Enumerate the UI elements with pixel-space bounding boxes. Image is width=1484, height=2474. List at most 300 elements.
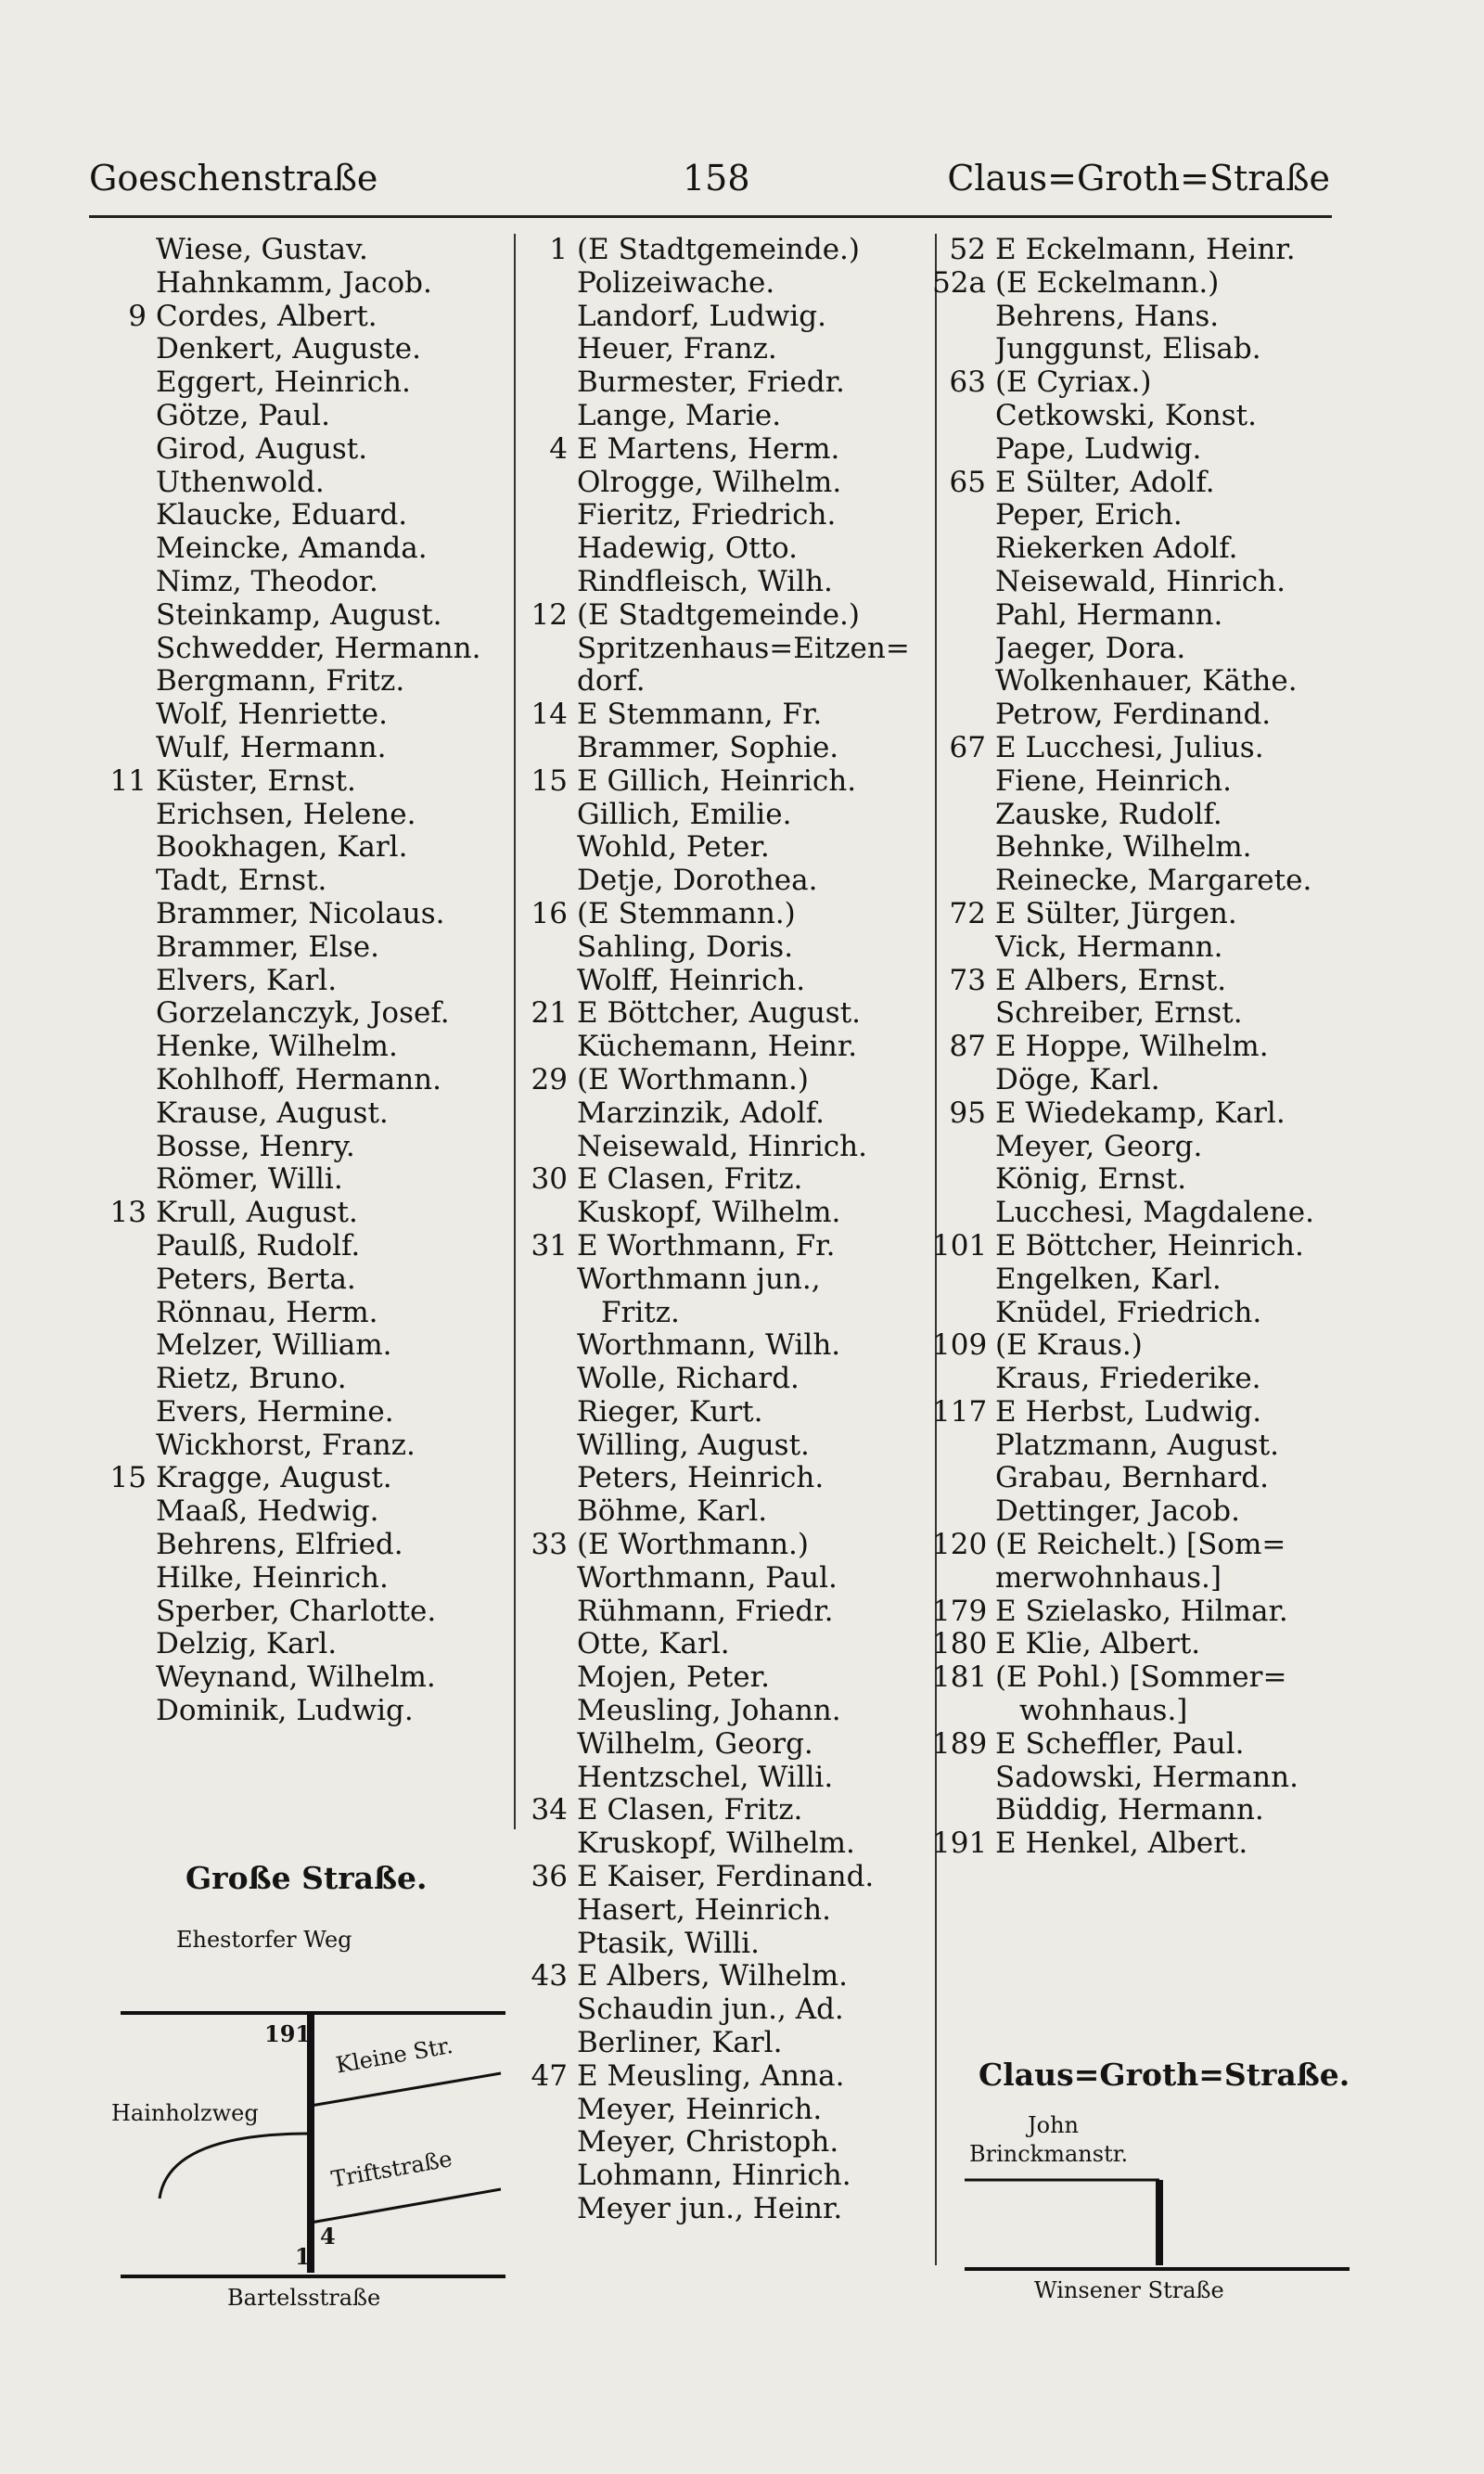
resident-entry: Willing, August. [577, 1429, 810, 1462]
house-number [89, 1064, 156, 1097]
house-number: 181 [932, 1660, 988, 1695]
house-number [519, 467, 577, 500]
resident-entry: Behnke, Wilhelm. [995, 831, 1252, 865]
resident-entry: Dettinger, Jacob. [995, 1495, 1240, 1529]
list-item [89, 1695, 506, 1728]
house-number: 65 [949, 465, 986, 499]
resident-entry: (E Reichelt.) [Som= [995, 1529, 1286, 1562]
house-number [89, 1562, 156, 1596]
house-number [519, 2027, 577, 2060]
list-item [519, 732, 941, 765]
list-item [89, 599, 506, 633]
list-item [932, 1297, 1368, 1330]
resident-entry: Wulf, Hermann. [156, 731, 387, 764]
list-item [932, 1396, 1368, 1429]
list-item [932, 699, 1368, 732]
house-number: 30 [531, 1162, 568, 1197]
list-item [89, 1363, 506, 1396]
house-number: 120 [932, 1528, 988, 1562]
house-number [519, 1396, 577, 1429]
resident-entry: Knüdel, Friedrich. [995, 1296, 1262, 1329]
resident-entry: E Scheffler, Paul. [995, 1727, 1245, 1761]
house-number [519, 267, 577, 301]
resident-entry: Platzmann, August. [995, 1429, 1279, 1462]
list-item [519, 234, 941, 267]
house-number [519, 1661, 577, 1695]
list-item [89, 732, 506, 765]
resident-entry: Wickhorst, Franz. [156, 1429, 416, 1462]
list-item [519, 1495, 941, 1529]
list-item [519, 366, 941, 400]
resident-entry: Rietz, Bruno. [156, 1363, 347, 1396]
resident-entry: Eggert, Heinrich. [156, 366, 411, 400]
house-number [89, 931, 156, 965]
list-item [932, 1197, 1368, 1230]
house-number [932, 765, 995, 799]
list-item [519, 1197, 941, 1230]
list-item [932, 1695, 1368, 1728]
resident-entry: Detje, Dorothea. [577, 865, 818, 898]
list-item [519, 1097, 941, 1131]
house-number [89, 267, 156, 301]
house-number [89, 699, 156, 732]
list-item [89, 1429, 506, 1463]
house-number [932, 799, 995, 832]
resident-entry: Vick, Hermann. [995, 930, 1223, 964]
house-number [89, 1329, 156, 1363]
list-item [519, 1263, 941, 1297]
list-item [89, 467, 506, 500]
resident-entry: E Meusling, Anna. [577, 2059, 845, 2093]
list-item [519, 1363, 941, 1396]
list-item [932, 765, 1368, 799]
house-number [932, 1762, 995, 1795]
house-number [89, 799, 156, 832]
house-number: 15 [531, 763, 568, 798]
house-number [519, 1827, 577, 1861]
list-item [932, 665, 1368, 699]
house-number: 95 [949, 1096, 986, 1130]
house-number [932, 1562, 995, 1596]
resident-entry: Bergmann, Fritz. [156, 665, 405, 699]
list-item [932, 1562, 1368, 1596]
list-item [932, 997, 1368, 1031]
house-number [932, 1462, 995, 1495]
house-number [519, 532, 577, 566]
list-item [519, 799, 941, 832]
list-item [519, 499, 941, 532]
resident-entry: Landorf, Ludwig. [577, 300, 826, 333]
resident-entry: Weynand, Wilhelm. [156, 1661, 436, 1695]
house-number: 47 [531, 2058, 568, 2093]
resident-entry: Steinkamp, August. [156, 598, 442, 632]
resident-entry: E Böttcher, Heinrich. [995, 1229, 1304, 1263]
list-item [519, 467, 941, 500]
resident-entry: Meyer, Georg. [995, 1130, 1203, 1163]
resident-entry: (E Kraus.) [995, 1329, 1143, 1363]
list-item [89, 1562, 506, 1596]
resident-entry: Wilhelm, Georg. [577, 1727, 813, 1761]
list-item [519, 898, 941, 931]
house-number: 13 [109, 1196, 147, 1230]
house-number [932, 499, 995, 532]
house-number [89, 1230, 156, 1263]
list-item [932, 732, 1368, 765]
resident-entry: Uthenwold. [156, 466, 325, 499]
resident-entry: Heuer, Franz. [577, 333, 777, 366]
list-item [932, 799, 1368, 832]
house-number [89, 1163, 156, 1197]
resident-entry: (E Stadtgemeinde.) [577, 234, 861, 266]
resident-entry: Götze, Paul. [156, 399, 330, 432]
house-number [89, 366, 156, 400]
list-item [89, 433, 506, 467]
house-number: 29 [531, 1062, 568, 1096]
house-number [519, 566, 577, 599]
resident-entry: Hahnkamm, Jacob. [156, 266, 432, 300]
resident-entry: Jaeger, Dora. [995, 632, 1186, 665]
resident-entry: Meyer, Heinrich. [577, 2093, 823, 2126]
resident-entry: Lohmann, Hinrich. [577, 2160, 851, 2193]
resident-entry: Neisewald, Hinrich. [577, 1130, 867, 1163]
house-number [932, 633, 995, 666]
resident-entry: Rönnau, Herm. [156, 1296, 378, 1329]
list-item [932, 1097, 1368, 1131]
house-number [932, 1363, 995, 1396]
house-number [932, 566, 995, 599]
list-item [932, 1827, 1368, 1861]
list-item [519, 1628, 941, 1661]
house-number: 14 [531, 698, 568, 732]
resident-entry: Fiene, Heinrich. [995, 764, 1232, 798]
resident-entry: Mojen, Peter. [577, 1661, 770, 1695]
house-number: 63 [949, 365, 986, 400]
resident-entry: Bookhagen, Karl. [156, 831, 408, 865]
resident-entry: Büddig, Hermann. [995, 1794, 1264, 1827]
house-number: 191 [932, 1827, 988, 1861]
resident-entry: Lucchesi, Magdalene. [995, 1197, 1314, 1230]
list-item [932, 433, 1368, 467]
column-claus-groth-strasse [932, 234, 1368, 1861]
house-number [932, 931, 995, 965]
resident-entry: E Albers, Ernst. [995, 964, 1227, 997]
list-item [519, 1429, 941, 1463]
list-item [519, 2060, 941, 2094]
resident-entry: Meusling, Johann. [577, 1695, 841, 1728]
resident-entry: Hasert, Heinrich. [577, 1893, 831, 1927]
list-item [89, 234, 506, 267]
list-item [89, 532, 506, 566]
map-label-number-4: 4 [320, 2223, 336, 2250]
resident-entry: E Eckelmann, Heinr. [995, 234, 1296, 266]
house-number [519, 366, 577, 400]
list-item [932, 1064, 1368, 1097]
list-item [932, 400, 1368, 433]
house-number [519, 831, 577, 865]
house-number [519, 1131, 577, 1164]
resident-entry: E Klie, Albert. [995, 1628, 1201, 1661]
list-item [932, 1429, 1368, 1463]
list-item [89, 931, 506, 965]
house-number: 15 [109, 1461, 147, 1495]
resident-entry: E Clasen, Fritz. [577, 1163, 803, 1197]
house-number [932, 665, 995, 699]
house-number [519, 1429, 577, 1463]
house-number [932, 865, 995, 898]
list-item [89, 1263, 506, 1297]
house-number [89, 898, 156, 931]
list-item [519, 2094, 941, 2127]
list-item [932, 931, 1368, 965]
house-number [89, 1297, 156, 1330]
house-number [932, 599, 995, 633]
resident-entry: Henke, Wilhelm. [156, 1031, 398, 1064]
list-item [519, 1794, 941, 1827]
resident-entry: Rindfleisch, Wilh. [577, 565, 833, 598]
resident-entry: Hentzschel, Willi. [577, 1761, 834, 1794]
resident-entry: E Henkel, Albert. [995, 1827, 1248, 1861]
list-item [932, 1131, 1368, 1164]
resident-entry: E Clasen, Fritz. [577, 1794, 803, 1827]
resident-entry: Wohld, Peter. [577, 831, 770, 865]
map-label-bartels: Bartelsstraße [227, 2285, 381, 2311]
list-item [932, 1661, 1368, 1695]
resident-entry: Kruskopf, Wilhelm. [577, 1827, 855, 1861]
list-item [89, 301, 506, 334]
house-number: 1 [549, 233, 568, 266]
claus-groth-strasse-map [955, 2161, 1354, 2291]
resident-entry: Schaudin jun., Ad. [577, 1993, 844, 2027]
house-number [519, 1562, 577, 1596]
house-number [519, 2193, 577, 2226]
map-label-number-1: 1 [295, 2243, 311, 2270]
list-item [519, 1064, 941, 1097]
list-item [932, 499, 1368, 532]
list-item [89, 1297, 506, 1330]
house-number [89, 433, 156, 467]
house-number [89, 1628, 156, 1661]
list-item [89, 997, 506, 1031]
house-number [89, 1429, 156, 1463]
list-item [519, 2027, 941, 2060]
resident-entry: Burmester, Friedr. [577, 366, 845, 400]
list-item [519, 1031, 941, 1064]
resident-entry: Olrogge, Wilhelm. [577, 466, 842, 499]
house-number [519, 1495, 577, 1529]
list-item [932, 1163, 1368, 1197]
house-number: 179 [932, 1594, 988, 1628]
resident-entry: E Gillich, Heinrich. [577, 764, 857, 798]
resident-entry: (E Eckelmann.) [995, 266, 1220, 300]
page-number: 158 [683, 158, 750, 199]
house-number [519, 1894, 577, 1928]
claus-groth-strasse-title: Claus=Groth=Straße. [979, 2057, 1350, 2093]
house-number [89, 1529, 156, 1562]
resident-entry: Elvers, Karl. [156, 964, 338, 997]
house-number: 117 [932, 1394, 988, 1429]
resident-entry: Girod, August. [156, 432, 368, 466]
list-item [519, 267, 941, 301]
list-item [89, 1197, 506, 1230]
resident-entry: E Sülter, Jürgen. [995, 897, 1237, 930]
resident-entry: Spritzenhaus=Eitzen= [577, 632, 910, 665]
resident-entry: Worthmann, Wilh. [577, 1329, 841, 1363]
list-item [519, 965, 941, 998]
resident-entry: Berliner, Karl. [577, 2027, 783, 2060]
house-number [519, 1263, 577, 1297]
resident-entry: Krause, August. [156, 1096, 389, 1130]
list-item [932, 1628, 1368, 1661]
list-item [519, 1230, 941, 1263]
house-number [89, 532, 156, 566]
resident-entry: Wolff, Heinrich. [577, 964, 806, 997]
house-number [89, 1661, 156, 1695]
house-number [519, 931, 577, 965]
house-number [519, 1628, 577, 1661]
list-item [519, 1396, 941, 1429]
map-label-john: John [1028, 2112, 1079, 2138]
resident-entry: Krull, August. [156, 1197, 358, 1230]
resident-entry: Meyer jun., Heinr. [577, 2193, 843, 2226]
house-number [519, 1462, 577, 1495]
resident-entry: König, Ernst. [995, 1163, 1187, 1197]
list-item [932, 1728, 1368, 1762]
list-item [89, 1163, 506, 1197]
resident-entry: Melzer, William. [156, 1329, 392, 1363]
resident-entry: Peper, Erich. [995, 499, 1183, 532]
list-item [89, 499, 506, 532]
house-number [932, 1163, 995, 1197]
resident-entry: Brammer, Sophie. [577, 731, 839, 764]
map-label-hainholzweg: Hainholzweg [111, 2100, 259, 2126]
resident-entry: Schwedder, Hermann. [156, 632, 481, 665]
house-number: 16 [531, 896, 568, 930]
house-number: 109 [932, 1328, 988, 1363]
list-item [932, 1363, 1368, 1396]
resident-entry: (E Stadtgemeinde.) [577, 598, 861, 632]
list-item [89, 566, 506, 599]
resident-entry: Schreiber, Ernst. [995, 997, 1243, 1031]
resident-entry: Worthmann, Paul. [577, 1561, 838, 1595]
map-label-trift: Triftstraße [329, 2146, 454, 2193]
house-number [932, 1429, 995, 1463]
house-number [932, 301, 995, 334]
house-number: 21 [531, 996, 568, 1031]
resident-entry: Kohlhoff, Hermann. [156, 1063, 441, 1096]
house-number [89, 831, 156, 865]
list-item [519, 2126, 941, 2160]
list-item [519, 997, 941, 1031]
map-label-number-191: 191 [264, 2020, 312, 2047]
resident-entry: (E Cyriax.) [995, 366, 1152, 400]
house-number [89, 1031, 156, 1064]
list-item [89, 1462, 506, 1495]
resident-entry: Böhme, Karl. [577, 1495, 768, 1529]
list-item [519, 1728, 941, 1762]
resident-entry: Brammer, Nicolaus. [156, 897, 445, 930]
list-item [519, 333, 941, 366]
resident-entry: Denkert, Auguste. [156, 333, 422, 366]
house-number [89, 665, 156, 699]
resident-entry: E Worthmann, Fr. [577, 1229, 836, 1263]
list-item [89, 965, 506, 998]
house-number [932, 1794, 995, 1827]
house-number: 31 [531, 1228, 568, 1263]
resident-entry: E Sülter, Adolf. [995, 466, 1215, 499]
house-number [89, 865, 156, 898]
map-label-ehestorfer: Ehestorfer Weg [176, 1927, 352, 1953]
house-number [519, 1197, 577, 1230]
house-number [932, 1064, 995, 1097]
resident-entry: Petrow, Ferdinand. [995, 699, 1272, 732]
resident-entry: (E Worthmann.) [577, 1529, 809, 1562]
list-item [519, 400, 941, 433]
resident-entry: E Stemmann, Fr. [577, 699, 823, 732]
house-number [932, 997, 995, 1031]
house-number [932, 1695, 995, 1728]
resident-entry: Hadewig, Otto. [577, 532, 799, 566]
list-item [519, 665, 941, 699]
list-item [932, 898, 1368, 931]
list-item [932, 267, 1368, 301]
house-number [519, 1728, 577, 1762]
house-number [89, 599, 156, 633]
resident-entry: Meincke, Amanda. [156, 532, 428, 566]
list-item [519, 1329, 941, 1363]
list-item [89, 799, 506, 832]
list-item [89, 1097, 506, 1131]
resident-entry: E Hoppe, Wilhelm. [995, 1031, 1269, 1064]
house-number [89, 400, 156, 433]
resident-entry: Marzinzik, Adolf. [577, 1096, 825, 1130]
list-item [932, 599, 1368, 633]
house-number [519, 1297, 577, 1330]
resident-entry: E Martens, Herm. [577, 432, 840, 466]
house-number [89, 234, 156, 267]
resident-entry: Kraus, Friederike. [995, 1363, 1261, 1396]
list-item [89, 1031, 506, 1064]
list-item [89, 400, 506, 433]
resident-entry: dorf. [577, 665, 646, 699]
list-item [89, 898, 506, 931]
list-item [519, 1131, 941, 1164]
resident-entry: Pahl, Hermann. [995, 598, 1223, 632]
resident-entry: Pape, Ludwig. [995, 432, 1202, 466]
house-number: 72 [949, 896, 986, 930]
resident-entry: Paulß, Rudolf. [156, 1229, 361, 1263]
resident-entry: Junggunst, Elisab. [995, 333, 1261, 366]
list-item [519, 1163, 941, 1197]
resident-entry: Erichsen, Helene. [156, 798, 416, 831]
house-number [519, 732, 577, 765]
house-number: 180 [932, 1627, 988, 1661]
house-number [89, 1363, 156, 1396]
list-item [519, 1596, 941, 1629]
house-number [519, 1695, 577, 1728]
house-number [519, 2094, 577, 2127]
resident-entry: Wiese, Gustav. [156, 234, 368, 266]
house-number [932, 1131, 995, 1164]
list-item [89, 1495, 506, 1529]
column-grosse-strasse [519, 234, 941, 2226]
resident-entry: E Kaiser, Ferdinand. [577, 1861, 875, 1894]
list-item [932, 1263, 1368, 1297]
resident-entry: Grabau, Bernhard. [995, 1462, 1269, 1495]
house-number [89, 499, 156, 532]
list-item [89, 1230, 506, 1263]
house-number [519, 1363, 577, 1396]
list-item [519, 566, 941, 599]
